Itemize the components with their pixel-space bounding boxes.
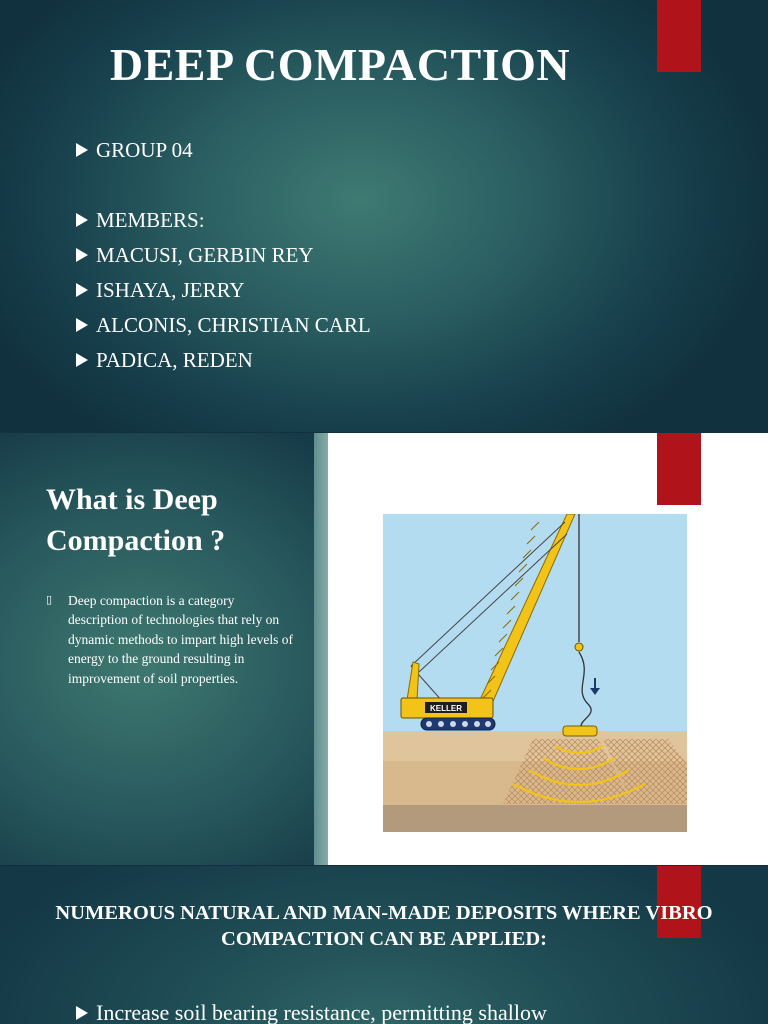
crane-tracks	[421, 718, 495, 730]
vibro-compaction-crane-illustration	[383, 514, 687, 832]
list-item-label: Increase soil bearing resistance, permitting shallow	[96, 1000, 547, 1024]
list-item	[76, 202, 371, 237]
triangle-bullet-icon	[76, 213, 88, 227]
list-item	[76, 342, 371, 377]
slide-title: What is Deep Compaction ?	[46, 483, 226, 557]
triangle-bullet-icon	[76, 143, 88, 157]
list-item	[76, 237, 371, 272]
member-list	[76, 132, 371, 377]
list-item	[76, 132, 371, 167]
square-bullet-icon: ▯	[46, 594, 53, 606]
list-item	[76, 307, 371, 342]
list-item-label: MACUSI, GERBIN REY	[96, 242, 314, 267]
list-item-label: ALCONIS, CHRISTIAN CARL	[96, 312, 371, 337]
brand-label: KELLER	[430, 704, 462, 713]
triangle-bullet-icon	[76, 283, 88, 297]
vibrator-plate	[563, 726, 597, 736]
triangle-bullet-icon	[76, 1006, 88, 1020]
slide-title: NUMEROUS NATURAL AND MAN-MADE DEPOSITS WHERE VIBRO COMPACTION CAN BE APPLIED:	[55, 902, 713, 950]
slide-1	[0, 0, 768, 432]
slide-2	[0, 433, 768, 865]
accent-tab	[657, 433, 701, 505]
triangle-bullet-icon	[76, 353, 88, 367]
slide-title: DEEP COMPACTION	[109, 39, 571, 90]
definition-paragraph	[46, 591, 296, 688]
triangle-bullet-icon	[76, 248, 88, 262]
list-item	[76, 272, 371, 307]
slide-3	[0, 866, 768, 1024]
list-item	[76, 1000, 547, 1024]
soil-layer	[383, 805, 687, 832]
crane-hook	[575, 643, 583, 651]
list-item-label: PADICA, REDEN	[96, 347, 253, 372]
triangle-bullet-icon	[76, 318, 88, 332]
list-item-label: ISHAYA, JERRY	[96, 277, 245, 302]
definition-text: Deep compaction is a category description of technologies that rely on dynamic methods to impart high levels of energy to the ground resulting in improvement of soil properties.	[68, 593, 293, 686]
list-item-label: GROUP 04	[96, 137, 193, 162]
list-item-label: MEMBERS:	[96, 207, 205, 232]
